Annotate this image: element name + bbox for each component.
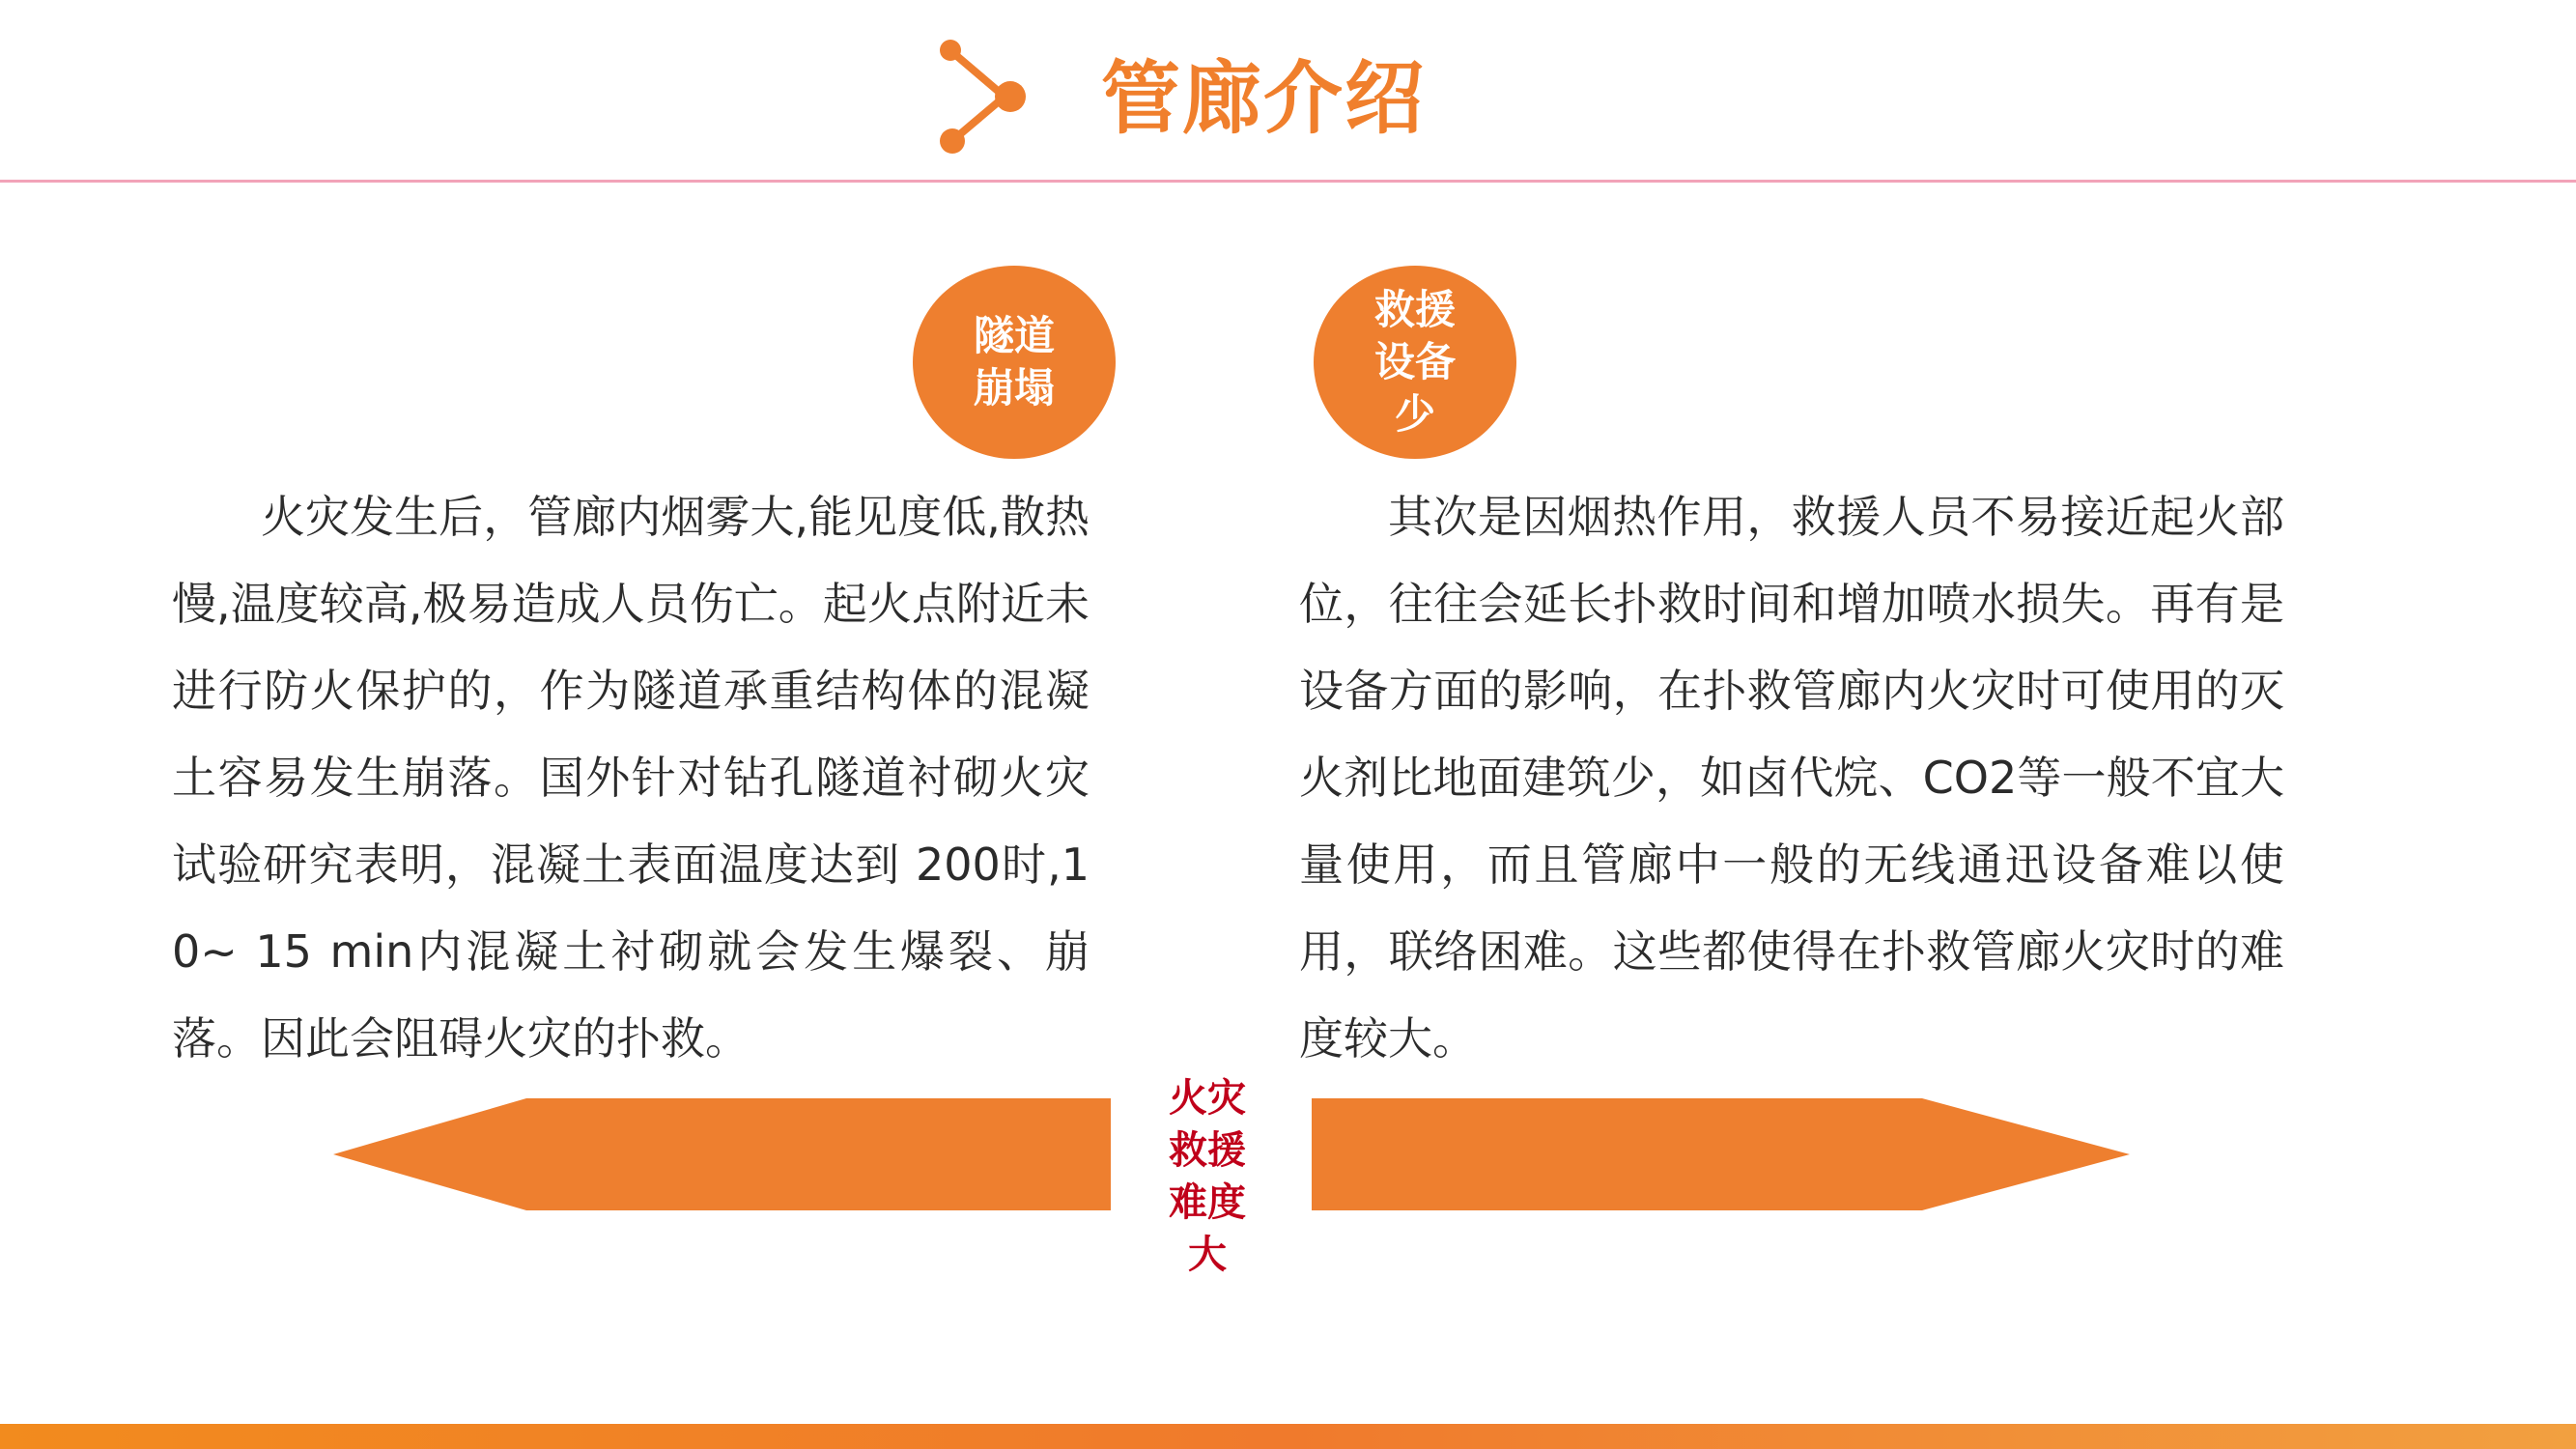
- bottom-bar: [0, 1424, 2576, 1449]
- paragraph-right: 其次是因烟热作用，救援人员不易接近起火部位，往往会延长扑救时间和增加喷水损失。再有是设备方面的影响，在扑救管廊内火灾时可使用的灭火剂比地面建筑少，如卤代烷、CO2等一般不宜大量使用，而且管廊中一般的无线通迅设备难以使用，联络困难。这些都使得在扑救管廊火灾时的难度较大。: [1299, 491, 2284, 1065]
- header: [0, 0, 2576, 184]
- badge-tunnel-collapse: 隧道崩塌: [913, 266, 1116, 459]
- header-divider: [0, 180, 2576, 183]
- arrows-graphic: [0, 1082, 2576, 1227]
- arrow-right-icon: [1312, 1098, 2130, 1210]
- network-nodes-icon: [935, 39, 1033, 156]
- badge-rescue-equipment: 救援设备少: [1314, 266, 1516, 459]
- page-title: 管廊介绍: [1101, 53, 1427, 145]
- center-label: 火灾救援难度大: [1169, 1076, 1246, 1277]
- paragraph-left: 火灾发生后，管廊内烟雾大,能见度低,散热慢,温度较高,极易造成人员伤亡。起火点附近未进行防火保护的，作为隧道承重结构体的混凝土容易发生崩落。国外针对钻孔隧道衬砌火灾试验研究表明，混凝土表面温度达到 200时,10~ 15 min内混凝土衬砌就会发生爆裂、崩落。因此会阻碍火灾的扑救。: [172, 491, 1090, 1065]
- arrow-left-icon: [333, 1098, 1111, 1210]
